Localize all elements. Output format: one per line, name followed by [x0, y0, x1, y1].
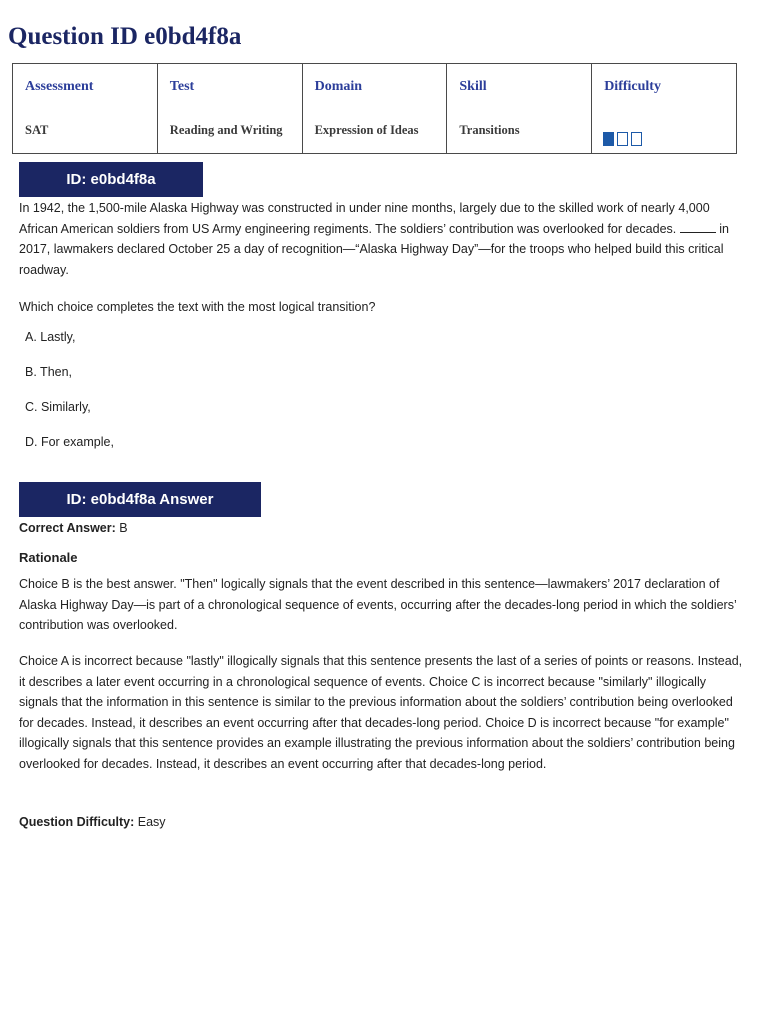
test-value: Reading and Writing: [169, 123, 283, 137]
test-heading: Test: [169, 79, 195, 94]
skill-heading: Skill: [459, 79, 487, 94]
choice-c: C. Similarly,: [25, 400, 91, 414]
question-difficulty-label: Question Difficulty:: [19, 815, 135, 829]
rationale-paragraph-1: Choice B is the best answer. "Then" logically signals that the event described in this sentence—lawmakers’ 2017 declaration of Alaska Highway Day—is part of a chronological sequence of events, occurring after the decades-long period in which the soldiers’ contribution was overlooked.: [19, 577, 737, 632]
assessment-value: SAT: [25, 123, 49, 137]
domain-value: Expression of Ideas: [314, 123, 419, 137]
assessment-heading: Assessment: [25, 79, 94, 94]
passage-blank: [680, 221, 716, 233]
question-prompt: Which choice completes the text with the most logical transition?: [19, 300, 376, 314]
answer-id-banner: ID: e0bd4f8a Answer: [19, 482, 261, 517]
skill-value: Transitions: [459, 123, 520, 137]
choice-a: A. Lastly,: [25, 330, 76, 344]
question-metadata-table: [12, 63, 737, 154]
assessment-cell: [13, 64, 158, 154]
correct-answer-label: Correct Answer:: [19, 521, 116, 535]
difficulty-level-box: [617, 132, 628, 146]
question-passage: [19, 198, 747, 280]
test-cell: [157, 64, 302, 154]
rationale-paragraph-2: Choice A is incorrect because "lastly" illogically signals that this sentence presents the last of a series of points or reasons. Instead, it describes a later event occurring in a chronological sequence of events. Choice C is incorrect because "similarly" illogically signals that the information in this sentence is similar to the previous information about the soldiers’ contribution being overlooked for decades. Instead, it describes an event occurring after that decades-long period. Choice D is incorrect because "for example" illogically signals that this sentence provides an example illustrating the previous information about the soldiers’ contribution being overlooked for decades. Instead, it describes an event occurring after that decades-long period.: [19, 654, 743, 771]
domain-heading: Domain: [314, 79, 363, 94]
question-difficulty-line: [19, 812, 747, 833]
rationale-heading: Rationale: [19, 550, 78, 565]
domain-cell: [302, 64, 447, 154]
choice-b: B. Then,: [25, 365, 73, 379]
passage-part-1: In 1942, the 1,500-mile Alaska Highway was constructed in under nine months, largely due to the skilled work of nearly 4,000 African American soldiers from US Army engineering regiments. The soldiers’ contribution was overlooked for decades.: [19, 201, 710, 236]
metadata-row: [13, 64, 737, 154]
correct-answer-line: [19, 518, 747, 539]
difficulty-cell: [592, 64, 737, 154]
difficulty-level-box: [631, 132, 642, 146]
choice-d: D. For example,: [25, 435, 114, 449]
difficulty-level-box: [603, 132, 614, 146]
difficulty-heading: Difficulty: [604, 79, 661, 94]
passage-part-2: in 2017, lawmakers declared October 25 a day of recognition—“Alaska Highway Day”—for the troops who helped build this critical roadway.: [19, 221, 729, 277]
question-id-banner: ID: e0bd4f8a: [19, 162, 203, 197]
correct-answer-value: B: [119, 521, 128, 535]
difficulty-meter: [603, 132, 642, 146]
skill-cell: [447, 64, 592, 154]
question-difficulty-value: Easy: [137, 815, 166, 829]
page-title: Question ID e0bd4f8a: [8, 23, 242, 50]
